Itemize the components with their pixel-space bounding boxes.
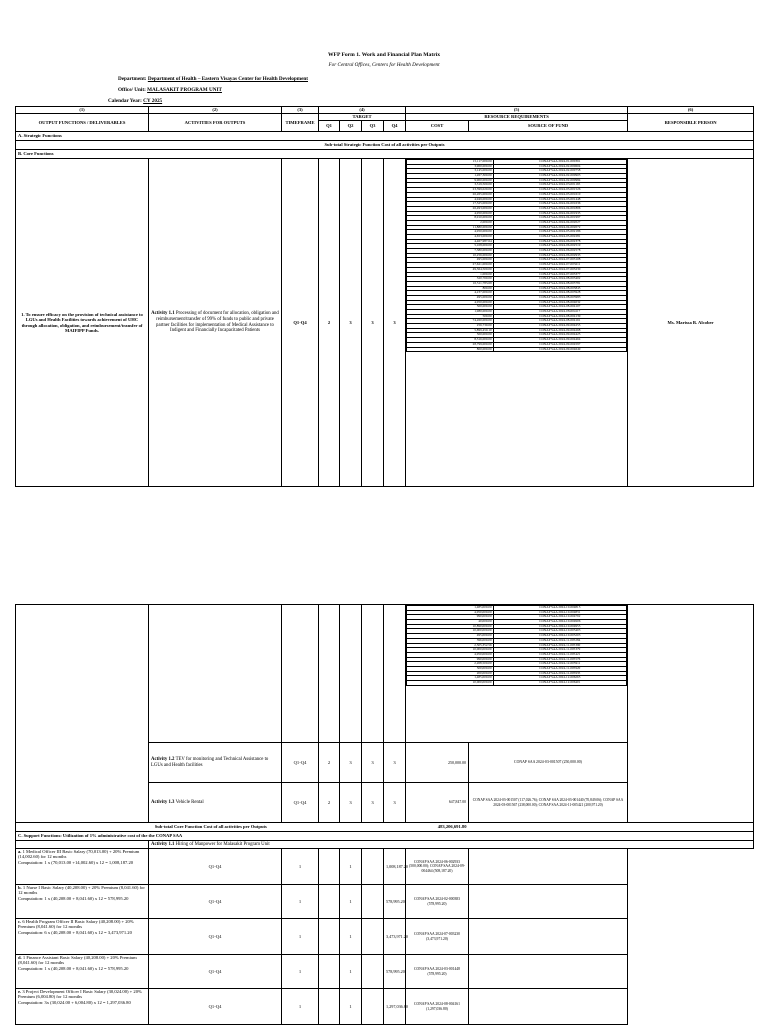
col-target: TARGET	[319, 114, 406, 121]
fund-cost: 256,730.00	[407, 324, 494, 329]
fund-cost: 990,000.00	[407, 615, 494, 620]
activity-1-3-cost: 647,847.00	[406, 783, 469, 823]
fund-source: CONAP SAA 2024-07-003211	[493, 263, 626, 268]
fund-cost: 495,000.00	[407, 634, 494, 639]
fund-cost: 1,485,000.00	[407, 606, 494, 611]
hire-text: 6 Health Program Officer II Basic Salary (40,208.00) + 20% Premium (8,041.60) for 12 months	[18, 919, 134, 930]
activity-1-2-q3: 3	[362, 743, 384, 783]
fund-cost: 23,399,020.00	[407, 188, 494, 193]
page-2	[15, 604, 753, 1024]
fund-source: CONAP SAA 2024-11-005576	[493, 657, 626, 662]
fund-source: CONAP SAA 2024-09-004425	[493, 333, 626, 338]
fund-cost: 4,949,000.00	[407, 197, 494, 202]
hire-q3: 1	[340, 919, 362, 955]
hire-description	[16, 885, 149, 919]
fund-source: CONAP SAA 2024-07-003108	[493, 258, 626, 263]
fund-source: CONAP SAA 2024-09-004255	[493, 324, 626, 329]
col-output: OUTPUT FUNCTIONS / DELIVERABLES	[16, 114, 149, 132]
strategic-subtotal: Sub-total Strategic Function Cost of all activities per Outputs	[16, 141, 754, 150]
hire-q2	[319, 885, 340, 919]
activity-1-3-source: CONAP SAA 2024-03-001507 (117,026.76); CONAP SAA 2024-03-001440 (70,849.06); CONAP SAA 2024-03-001567 (238,000.00); CONAP SAA 2024-11-005421 (200,971.20)	[469, 783, 628, 823]
col-q4: Q4	[384, 121, 406, 132]
fund-row	[407, 681, 627, 686]
office-value: MALASAKIT PROGRAM UNIT	[147, 87, 222, 93]
fund-cost: 10,000,000.00	[407, 648, 494, 653]
fund-source: CONAP SAA 2024-08-004139	[493, 314, 626, 319]
department-value: Department of Health – Eastern Visayas Center for Health Development	[147, 76, 308, 82]
hire-q1: 1	[282, 919, 319, 955]
hire-computation: Computation: 1 x (40,208.00 + 8,041.60) x 12 = 578,995.20	[18, 895, 129, 901]
hire-timeframe: Q1-Q4	[149, 849, 282, 885]
fund-source: CONAP SAA 2024-03-001448	[493, 197, 626, 202]
department-label: Department:	[118, 76, 147, 82]
col-num-3: (3)	[282, 107, 319, 114]
fund-cost: 26,265,000.00	[407, 192, 494, 197]
hire-row	[16, 989, 754, 1025]
fund-cost: 26,493,000.00	[407, 206, 494, 211]
hire-q4	[362, 955, 384, 989]
hire-description	[16, 955, 149, 989]
fund-source: CONAP SAA 2024-10-004815	[493, 606, 626, 611]
fund-cost: 11,880,000.00	[407, 225, 494, 230]
fund-source: CONAP SAA 2024-09-004464	[493, 338, 626, 343]
hire-q2	[319, 919, 340, 955]
col-resources: RESOURCE REQUIREMENTS	[406, 114, 628, 121]
col-num-5: (5)	[406, 107, 628, 114]
fund-cost: 990,000.00	[407, 657, 494, 662]
activity-1-3-timeframe: Q1-Q4	[282, 783, 319, 823]
fund-cost: 800,000.00	[407, 347, 494, 352]
activity-1-1-label: Activity 1.1	[151, 311, 175, 317]
activity-1-1-q4-cont	[384, 605, 406, 743]
fund-source: CONAP SAA 2024-08-004107	[493, 305, 626, 310]
fund-table-page-2	[406, 605, 627, 686]
fund-source: CONAP SAA 2024-06-002378	[493, 239, 626, 244]
fund-cost: 40,000.00	[407, 620, 494, 625]
activity-1-1-text: Processing of document for allocation, obligation and reimbursement/transfer of 99% of funds to public and private partner facilities for implementation of Medical Assistance to Indigent and Financially Incapacitated Patients	[156, 311, 279, 334]
fund-cost: 74,260,000.00	[407, 319, 494, 324]
activity-1-2	[149, 743, 282, 783]
fund-cost: 4,237,000.00	[407, 291, 494, 296]
activity-1-2-source: CONAP SAA 2024-03-001507 (250,000.00)	[469, 743, 628, 783]
hire-cost: 1,008,187.20	[384, 849, 406, 885]
fund-cost: 10,256,000.00	[407, 253, 494, 258]
fund-source: CONAP SAA 2024-04-002027	[493, 220, 626, 225]
hire-q3: 1	[340, 989, 362, 1025]
fund-source: CONAP SAA 2024-08-004117	[493, 310, 626, 315]
activity-1-2-q2: 3	[340, 743, 362, 783]
hire-source: CONAP SAA 2024-08-004161 (1,297,036.80)	[406, 989, 469, 1025]
hire-source: CONAP SAA 2024-06-002933 (500,000.00); CONAP SAA 2024-09-004464 (508,187.20)	[406, 849, 469, 885]
fund-cost: 9,900,000.00	[407, 178, 494, 183]
hire-cost: 3,473,971.20	[384, 919, 406, 955]
hire-q2	[319, 989, 340, 1025]
output-1-continued	[16, 605, 149, 823]
fund-cost: 500,000.00	[407, 333, 494, 338]
strategic-functions-heading: A. Strategic Functions	[16, 132, 754, 141]
hire-timeframe: Q1-Q4	[149, 955, 282, 989]
col-activities: ACTIVITIES FOR OUTPUTS	[149, 114, 282, 132]
hire-source: CONAP SAA 2024-03-001448 (578,995.20)	[406, 955, 469, 989]
hire-row	[16, 955, 754, 989]
hire-number: e.	[18, 989, 22, 994]
hire-q3: 1	[340, 849, 362, 885]
activity-1-1-q1: 2	[319, 159, 340, 487]
hire-description	[16, 989, 149, 1025]
hire-q4	[362, 849, 384, 885]
activity-1-2-q4: 3	[384, 743, 406, 783]
fund-source: CONAP SAA 2024-08-003983	[493, 295, 626, 300]
hire-computation: Computation: 3x (30,024.00 + 6,004.80) x 12 = 1,297,036.80	[18, 999, 131, 1005]
fund-source: CONAP SAA 2024-11-005421	[493, 652, 626, 657]
fund-cost: 4,467,987.64	[407, 239, 494, 244]
fund-source: CONAP SAA 2024-02-000758	[493, 169, 626, 174]
hire-computation: Computation: 1 x (70,013.00 +14,002.60) x 12 = 1,008,187.20	[18, 859, 134, 865]
fund-cost: 1,267,300.00	[407, 174, 494, 179]
col-q1: Q1	[319, 121, 340, 132]
hire-number: c.	[18, 919, 22, 924]
fund-source: CONAP SAA 2024-04-002072	[493, 225, 626, 230]
activity-1-2-timeframe: Q1-Q4	[282, 743, 319, 783]
fund-cost: 1,485,000.00	[407, 676, 494, 681]
fund-source: CONAP SAA 2024-11-005379	[493, 648, 626, 653]
fund-cost: 4,950,000.00	[407, 211, 494, 216]
office-line	[118, 87, 222, 93]
fund-source: CONAP SAA 2024-10-005203	[493, 634, 626, 639]
hire-timeframe: Q1-Q4	[149, 919, 282, 955]
support-activity-text: Hiring of Manpower for Malasakit Program Unit	[174, 841, 270, 847]
fund-cost: 5,108,000.00	[407, 244, 494, 249]
hire-q2	[319, 955, 340, 989]
fund-source: CONAP SAA 2024-03-001165	[493, 183, 626, 188]
activity-1-1-q2: 3	[340, 159, 362, 487]
fund-source: CONAP SAA 2024-11-005390	[493, 643, 626, 648]
hire-row	[16, 885, 754, 919]
hire-text: 3 Project Development Officer I Basic Salary (30,024.00) + 20% Premium (6,004.80) for 12 months	[18, 989, 142, 1000]
year-value: CY 2025	[143, 98, 163, 104]
fund-source: CONAP SAA 2024-02-000903	[493, 174, 626, 179]
fund-source: CONAP SAA 2024-04-001806	[493, 206, 626, 211]
hire-number: b.	[18, 885, 22, 890]
fund-table-page-1	[406, 159, 627, 352]
hires-body	[16, 849, 754, 1025]
fund-source: CONAP SAA 2024-11-005935	[493, 671, 626, 676]
activity-1-1-continued	[149, 605, 282, 743]
fund-source: CONAP SAA 2024-03-001610	[493, 192, 626, 197]
fund-cost: 500,000.00	[407, 305, 494, 310]
col-q2: Q2	[340, 121, 362, 132]
fund-source: CONAP SAA 2024-04-001997	[493, 216, 626, 221]
fund-source: CONAP SAA 2024-08-004161	[493, 319, 626, 324]
fund-source: CONAP SAA 2024-12-006401	[493, 681, 626, 686]
core-subtotal-label: Sub-total Core Function Cost of all activities per Outputs	[16, 823, 406, 832]
activity-1-1-q4: 3	[384, 159, 406, 487]
year-label: Calendar Year:	[108, 98, 142, 104]
hire-computation: Computation: 6 x (40,208.00 + 8,041.60) x 12 = 3,473,971.20	[18, 929, 132, 935]
fund-cost: 4,950,000.00	[407, 610, 494, 615]
office-label: Office/ Unit:	[118, 87, 146, 93]
responsible-person: Ms. Marissa B. Alcober	[628, 159, 754, 487]
support-activity-1-1	[149, 841, 754, 849]
fund-source: CONAP SAA 2024-01-000361	[493, 160, 626, 165]
fund-source: CONAP SAA 2024-04-001935	[493, 211, 626, 216]
hire-q1: 1	[282, 989, 319, 1025]
fund-cost: 10,511,783.69	[407, 281, 494, 286]
fund-source: CONAP SAA 2024-10-004955	[493, 624, 626, 629]
hire-responsible	[469, 885, 628, 919]
form-title: WFP Form 1. Work and Financial Plan Matrix	[327, 52, 441, 58]
fund-source: CONAP SAA 2024-07-003230	[493, 267, 626, 272]
responsible-continued	[628, 605, 754, 823]
hire-responsible	[469, 989, 628, 1025]
hire-q2	[319, 849, 340, 885]
fund-cost: 3,319,500.00	[407, 183, 494, 188]
fund-cost: 495,000.00	[407, 258, 494, 263]
fund-cost: 4,950,000.00	[407, 230, 494, 235]
fund-source: CONAP SAA 2024-06-002519	[493, 244, 626, 249]
col-num-1: (1)	[16, 107, 149, 114]
fund-source: CONAP SAA 2024-12-006265	[493, 676, 626, 681]
department-line	[118, 76, 308, 82]
fund-source: CONAP SAA 2024-10-004792	[493, 615, 626, 620]
fund-cost: 5,899,450.10	[407, 328, 494, 333]
hire-description	[16, 849, 149, 885]
core-subtotal-value: 483,206,691.80	[406, 823, 469, 832]
activity-1-3-q3: 3	[362, 783, 384, 823]
col-source: SOURCE OF FUND	[469, 121, 628, 132]
fund-cost: 28,799,000.00	[407, 342, 494, 347]
fund-cost: 4,950,000.00	[407, 652, 494, 657]
activity-1-1-q1-cont	[319, 605, 340, 743]
hire-q3: 1	[340, 955, 362, 989]
activity-1-2-label: Activity 1.2	[151, 756, 175, 762]
hire-responsible	[469, 955, 628, 989]
activity-1-2-q1: 2	[319, 743, 340, 783]
fund-source: CONAP SAA 2024-11-005920	[493, 666, 626, 671]
hire-text: 1 Nurse I Basic Salary (40,208.00) + 20% Premium (8,041.60) for 12 months	[18, 885, 145, 896]
wfp-table	[15, 106, 754, 487]
fund-cost: 500.00	[407, 314, 494, 319]
hire-cost: 1,297,036.80	[384, 989, 406, 1025]
hire-row	[16, 849, 754, 885]
fund-cost: 200,000.00	[407, 671, 494, 676]
year-line	[108, 98, 162, 104]
fund-source: CONAP SAA 2024-09-004597	[493, 342, 626, 347]
fund-source: CONAP SAA 2024-05-002281	[493, 235, 626, 240]
fund-cost: 4,653,000.00	[407, 235, 494, 240]
hire-timeframe: Q1-Q4	[149, 989, 282, 1025]
activity-1-3-q4: 3	[384, 783, 406, 823]
col-cost: COST	[406, 121, 469, 132]
hire-number: d.	[18, 955, 22, 960]
hire-q1: 1	[282, 955, 319, 989]
fund-cost: 3,900,000.00	[407, 164, 494, 169]
core-subtotal-blank	[469, 823, 754, 832]
fund-source: CONAP SAA 2024-10-004906	[493, 620, 626, 625]
hire-q1: 1	[282, 849, 319, 885]
fund-cost: 2,268,500.00	[407, 662, 494, 667]
fund-cost: 1,000.00	[407, 272, 494, 277]
col-q3: Q3	[362, 121, 384, 132]
support-functions-heading: C. Support Functions: Utilization of 1% administrative cost of the the CONAP SAA	[16, 832, 754, 841]
hire-text: 1 Finance Assistant Basic Salary (40,208.00) + 20% Premium (8,041.60) for 12 months	[18, 955, 137, 966]
fund-cost: 49,364,500.00	[407, 267, 494, 272]
fund-source: CONAP SAA 2024-09-004268	[493, 328, 626, 333]
fund-source: CONAP SAA 2024-08-004032	[493, 300, 626, 305]
activity-1-2-text: TEV for monitoring and Technical Assistance to LGUs and Health facilities	[151, 756, 269, 768]
col-num-4: (4)	[319, 107, 406, 114]
hire-cost: 578,995.20	[384, 955, 406, 989]
fund-cost: 320,760.00	[407, 277, 494, 282]
hire-description	[16, 919, 149, 955]
fund-cost: 2,505,352.56	[407, 643, 494, 648]
activity-1-1-q3-cont	[362, 605, 384, 743]
hire-text: 1 Medical Officer III Basic Salary (70,013.00) + 20% Premium (14,002.60) for 12 months	[18, 849, 140, 860]
fund-cost: 10,890,000.00	[407, 624, 494, 629]
activity-1-3-q1: 2	[319, 783, 340, 823]
fund-source: CONAP SAA 2024-04-001636	[493, 202, 626, 207]
hire-q4	[362, 989, 384, 1025]
fund-cost: 500,000.00	[407, 666, 494, 671]
fund-source: CONAP SAA 2024-10-005403	[493, 629, 626, 634]
activity-1-3-label: Activity 1.3	[151, 799, 175, 805]
fund-cost: 1,980,000.00	[407, 310, 494, 315]
hire-timeframe: Q1-Q4	[149, 885, 282, 919]
fund-cost: 8,316,000.00	[407, 338, 494, 343]
fund-source: CONAP SAA 2024-08-003928	[493, 291, 626, 296]
activity-1-3-text: Vehicle Rental	[174, 799, 204, 805]
hire-source: CONAP SAA 2024-07-003230 (3,473,971.20)	[406, 919, 469, 955]
activity-1-1-q2-cont	[340, 605, 362, 743]
support-output-blank	[16, 841, 149, 849]
fund-source: CONAP SAA 2024-10-004831	[493, 610, 626, 615]
fund-list-page-2	[406, 605, 628, 743]
hire-q4	[362, 885, 384, 919]
fund-cost: 27,621,000.00	[407, 263, 494, 268]
activity-1-1-timeframe: Q1-Q4	[282, 159, 319, 487]
hire-cost: 578,995.20	[384, 885, 406, 919]
hire-responsible	[469, 919, 628, 955]
fund-source: CONAP SAA 2024-05-002186	[493, 230, 626, 235]
form-subtitle: For Central Offices, Centers for Health Development	[328, 62, 440, 68]
fund-cost: 15,117,000.00	[407, 160, 494, 165]
col-responsible: RESPONSIBLE PERSON	[628, 114, 754, 132]
fund-cost: 2,000.00	[407, 220, 494, 225]
hire-q1: 1	[282, 885, 319, 919]
activity-1-2-cost: 250,000.00	[406, 743, 469, 783]
hire-row	[16, 919, 754, 955]
activity-1-1-timeframe-cont	[282, 605, 319, 743]
fund-cost: 396,000.00	[407, 638, 494, 643]
fund-list-page-1	[406, 159, 628, 487]
col-timeframe: TIMEFRAME	[282, 114, 319, 132]
col-num-6: (6)	[628, 107, 754, 114]
hire-q4	[362, 919, 384, 955]
fund-source: CONAP SAA 2024-07-003377	[493, 272, 626, 277]
hire-q3: 1	[340, 885, 362, 919]
fund-cost: 10,000,000.00	[407, 629, 494, 634]
fund-cost: 10,000,000.00	[407, 681, 494, 686]
fund-source: CONAP SAA 2024-12-005911	[493, 662, 626, 667]
col-num-2: (2)	[149, 107, 282, 114]
activity-1-3	[149, 783, 282, 823]
activity-1-1	[149, 159, 282, 487]
activity-1-1-q3: 3	[362, 159, 384, 487]
wfp-table-continued	[15, 604, 754, 1025]
fund-source: CONAP SAA 2024-02-000604	[493, 164, 626, 169]
fund-source: CONAP SAA 2024-02-000984	[493, 178, 626, 183]
fund-cost: 800.00	[407, 286, 494, 291]
support-activity-label: Activity 1.1	[151, 841, 175, 847]
fund-source: CONAP SAA 2024-09-004649	[493, 347, 626, 352]
hire-number: a.	[18, 849, 22, 854]
fund-source: CONAP SAA 2024-11-005284	[493, 638, 626, 643]
fund-cost: 17,325,000.00	[407, 202, 494, 207]
hire-responsible	[469, 849, 628, 885]
fund-cost: 8,910,000.00	[407, 216, 494, 221]
fund-source: CONAP SAA 2024-06-002933	[493, 253, 626, 258]
fund-cost: 495,000.00	[407, 295, 494, 300]
fund-source: CONAP SAA 2024-06-002578	[493, 249, 626, 254]
output-1-text: 1. To ensure efficacy on the provision of technical assistance to LGUs and Health Facilities towards achievement of UHC through allocation, obligation, and reimbursement/transfer of MAIFIPP Funds.	[16, 159, 149, 487]
fund-source: CONAP SAA 2024-08-003781	[493, 281, 626, 286]
hire-computation: Computation: 1 x (40,208.00 + 8,041.60) x 12 = 578,995.20	[18, 965, 129, 971]
fund-cost: 7,380,000.00	[407, 249, 494, 254]
fund-source: CONAP SAA 2024-03-001526	[493, 188, 626, 193]
page-1	[15, 0, 753, 555]
fund-source: CONAP SAA 2024-08-003845	[493, 286, 626, 291]
activity-1-3-q2: 3	[340, 783, 362, 823]
fund-cost: 3,145,000.00	[407, 169, 494, 174]
core-functions-heading: B. Core Functions	[16, 150, 754, 159]
hire-source: CONAP SAA 2024-02-000383 (578,995.20)	[406, 885, 469, 919]
fund-source: CONAP SAA 2024-08-003402	[493, 277, 626, 282]
fund-cost: 4,950,000.00	[407, 300, 494, 305]
fund-row	[407, 347, 627, 352]
